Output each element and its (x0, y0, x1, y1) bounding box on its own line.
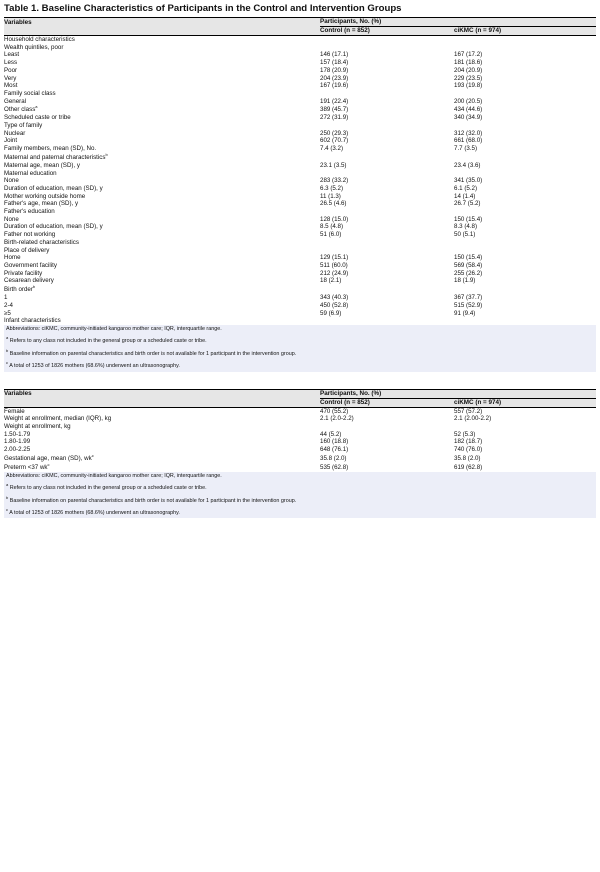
table-row (4, 254, 596, 262)
control-value: 26.5 (4.6) (320, 200, 347, 208)
table-title: Table 1. Baseline Characteristics of Participants in the Control and Intervention Groups (4, 3, 402, 14)
table-subheader-row (4, 398, 596, 407)
control-value (320, 44, 454, 52)
cikmc-value: 14 (1.4) (454, 192, 476, 200)
footnote-c: $^c$ A total of 1253 of 1826 mothers (68.6%) underwent an ultrasonography. (6, 506, 180, 516)
cikmc-value: 515 (52.9) (454, 301, 483, 309)
abbreviations-note: Abbreviations: ciKMC, community-initiated kangaroo mother care; IQR, interquartile range. (6, 325, 222, 332)
cikmc-value: 50 (5.1) (454, 231, 476, 239)
table-row (4, 170, 596, 178)
abbreviations-note: Abbreviations: ciKMC, community-initiated kangaroo mother care; IQR, interquartile range. (6, 472, 222, 479)
table-row (4, 145, 596, 153)
row-label: Birth-related characteristics (4, 238, 79, 246)
cikmc-value: 35.8 (2.0) (454, 454, 481, 462)
table-row (4, 415, 596, 423)
row-label: ≥5 (4, 309, 11, 317)
table-row (4, 105, 596, 114)
footnote-b: $^b$ Baseline information on parental characteristics and birth order is not available for 1 participant in the intervention group. (6, 494, 297, 504)
table-row (4, 200, 596, 208)
table-row (4, 463, 596, 472)
table-row (4, 262, 596, 270)
cikmc-value: 52 (5.3) (454, 430, 476, 438)
control-value: 2.1 (2.0-2.2) (320, 415, 354, 423)
table-row (4, 446, 596, 454)
row-label: Wealth quintiles, poor (4, 43, 64, 51)
row-label: Preterm <37 $wk^c$ (4, 462, 50, 471)
row-label: 1.50-1.79 (4, 430, 31, 438)
table-row (4, 185, 596, 193)
cikmc-value: 255 (26.2) (454, 269, 483, 277)
table-row (4, 302, 596, 310)
table-row (4, 67, 596, 75)
table-row (4, 51, 596, 59)
participants-group-header: Participants, No. (%) (320, 18, 596, 27)
table-row (4, 75, 596, 83)
row-label: Infant characteristics (4, 317, 61, 325)
control-value: 8.5 (4.8) (320, 223, 344, 231)
control-value: 204 (23.9) (320, 74, 349, 82)
row-label: Poor (4, 66, 18, 74)
row-label: Family members, mean (SD), No. (4, 145, 97, 153)
control-value (320, 317, 454, 325)
control-value: 6.3 (5.2) (320, 184, 344, 192)
row-label: Most (4, 82, 18, 90)
table-row (4, 310, 596, 318)
cikmc-value (454, 208, 596, 216)
row-label: 2-4 (4, 301, 13, 309)
row-label: General (4, 97, 27, 105)
control-value: 167 (19.6) (320, 82, 349, 90)
footnote-b: $^b$ Baseline information on parental characteristics and birth order is not available for 1 participant in the intervention group. (6, 347, 297, 357)
control-value: 51 (6.0) (320, 231, 342, 239)
control-value (320, 285, 454, 294)
document-page (4, 3, 596, 518)
row-label: 2.00-2.25 (4, 446, 31, 454)
control-value: 389 (45.7) (320, 106, 349, 114)
row-label: None (4, 215, 19, 223)
variables-header: Variables (4, 18, 320, 27)
cikmc-value: 661 (68.0) (454, 137, 483, 145)
cikmc-value (454, 317, 596, 325)
control-value: 535 (62.8) (320, 463, 349, 471)
table-row (4, 216, 596, 224)
control-column-header: Control (n = 852) (320, 398, 454, 407)
row-label: Father not working (4, 231, 56, 239)
baseline-table-part-1 (4, 17, 596, 325)
table-row (4, 82, 596, 90)
control-value: 283 (33.2) (320, 177, 349, 185)
table-subheader-row (4, 27, 596, 36)
table-row (4, 36, 596, 44)
table-row (4, 454, 596, 463)
cikmc-value (454, 239, 596, 247)
table-row (4, 407, 596, 415)
control-value: 191 (22.4) (320, 97, 349, 105)
cikmc-value: 150 (15.4) (454, 215, 483, 223)
control-value (320, 36, 454, 44)
row-label: Type of family (4, 122, 43, 130)
table-row (4, 90, 596, 98)
control-value: 470 (55.2) (320, 407, 349, 415)
footnote-marker: b (105, 152, 108, 157)
table-row (4, 285, 596, 294)
table-row (4, 239, 596, 247)
table-row (4, 98, 596, 106)
row-label: Duration of education, mean (SD), y (4, 223, 103, 231)
row-label: Maternal education (4, 169, 57, 177)
control-value: 160 (18.8) (320, 438, 349, 446)
control-value: 212 (24.9) (320, 269, 349, 277)
control-value: 128 (15.0) (320, 215, 349, 223)
control-value: 602 (70.7) (320, 137, 349, 145)
control-value (320, 208, 454, 216)
cikmc-value: 204 (20.9) (454, 66, 483, 74)
control-value: 511 (60.0) (320, 261, 348, 269)
row-label: Mother working outside home (4, 192, 86, 200)
control-value (320, 247, 454, 255)
cikmc-value: 193 (19.8) (454, 82, 483, 90)
table-row (4, 177, 596, 185)
cikmc-value: 182 (18.7) (454, 438, 483, 446)
footnote-marker: a (35, 105, 38, 110)
footnote-a: $^a$ Refers to any class not included in the general group or a scheduled caste or tribe. (6, 482, 207, 492)
cikmc-value (454, 170, 596, 178)
cikmc-value: 229 (23.5) (454, 74, 483, 82)
cikmc-value: 181 (18.6) (454, 59, 483, 67)
row-label: Father's age, mean (SD), y (4, 200, 79, 208)
table-header-row (4, 18, 596, 27)
row-label: Less (4, 59, 18, 67)
cikmc-value: 7.7 (3.5) (454, 145, 478, 153)
control-value: 272 (31.9) (320, 114, 349, 122)
table-row (4, 438, 596, 446)
cikmc-value (454, 153, 596, 162)
control-column-header: Control (n = 852) (320, 27, 454, 36)
row-label: Private facility (4, 269, 43, 277)
cikmc-value: 569 (58.4) (454, 261, 483, 269)
variables-header: Variables (4, 389, 320, 398)
cikmc-column-header: ciKMC (n = 974) (454, 398, 596, 407)
cikmc-value: 167 (17.2) (454, 51, 483, 59)
cikmc-value (454, 423, 596, 431)
row-label: Very (4, 74, 17, 82)
row-label: Maternal and paternal characteristics$^b$ (4, 152, 108, 161)
table-row (4, 153, 596, 162)
participants-group-header: Participants, No. (%) (320, 389, 596, 398)
control-value (320, 423, 454, 431)
cikmc-value: 312 (32.0) (454, 129, 483, 137)
control-value: 343 (40.3) (320, 294, 349, 302)
row-label: Home (4, 254, 21, 262)
table-row (4, 423, 596, 431)
table-row (4, 59, 596, 67)
table-row (4, 277, 596, 285)
row-label: Duration of education, mean (SD), y (4, 184, 103, 192)
cikmc-value (454, 247, 596, 255)
baseline-table-part-2 (4, 389, 596, 472)
control-value: 35.8 (2.0) (320, 454, 347, 462)
control-value (320, 239, 454, 247)
cikmc-value: 26.7 (5.2) (454, 200, 481, 208)
row-label: Maternal age, mean (SD), y (4, 161, 80, 169)
control-value: 450 (52.8) (320, 301, 349, 309)
control-value (320, 170, 454, 178)
row-label: Place of delivery (4, 246, 50, 254)
table-row (4, 193, 596, 201)
table-row (4, 122, 596, 130)
row-label: Gestational age, mean (SD), $wk^c$ (4, 453, 94, 462)
row-label: Weight at enrollment, kg (4, 422, 71, 430)
control-value: 146 (17.1) (320, 51, 349, 59)
footnote-marker: c (91, 453, 94, 458)
control-value: 18 (2.1) (320, 277, 342, 285)
table-row (4, 270, 596, 278)
cikmc-value: 200 (20.5) (454, 97, 483, 105)
cikmc-value: 367 (37.7) (454, 294, 483, 302)
table-row (4, 247, 596, 255)
cikmc-value: 434 (44.6) (454, 106, 483, 114)
row-label: Joint (4, 137, 18, 145)
cikmc-value: 2.1 (2.00-2.2) (454, 415, 492, 423)
cikmc-value (454, 90, 596, 98)
table-footnotes (4, 325, 596, 372)
cikmc-value: 8.3 (4.8) (454, 223, 478, 231)
row-label: 1.80-1.99 (4, 438, 31, 446)
table-row (4, 431, 596, 439)
cikmc-value: 341 (35.0) (454, 177, 483, 185)
control-value: 648 (76.1) (320, 446, 349, 454)
control-value: 129 (15.1) (320, 254, 349, 262)
cikmc-value: 6.1 (5.2) (454, 184, 478, 192)
table-row (4, 208, 596, 216)
cikmc-value: 150 (15.4) (454, 254, 483, 262)
footnote-marker: b (32, 285, 36, 290)
row-label: Least (4, 51, 20, 59)
row-label: Nuclear (4, 129, 26, 137)
table-row (4, 294, 596, 302)
row-label: Birth order$^b$ (4, 285, 36, 294)
table-row (4, 130, 596, 138)
control-value (320, 122, 454, 130)
row-label: Cesarean delivery (4, 277, 54, 285)
cikmc-value (454, 44, 596, 52)
footnote-marker: c (47, 462, 50, 467)
control-value (320, 90, 454, 98)
row-label: Father's education (4, 208, 55, 216)
control-value: 250 (29.3) (320, 129, 349, 137)
table-header-row (4, 389, 596, 398)
cikmc-value: 23.4 (3.6) (454, 161, 481, 169)
cikmc-value: 619 (62.8) (454, 463, 483, 471)
table-row (4, 223, 596, 231)
control-value: 7.4 (3.2) (320, 145, 344, 153)
row-label: Government facility (4, 261, 57, 269)
cikmc-value: 557 (57.2) (454, 407, 483, 415)
row-label: Weight at enrollment, median (IQR), kg (4, 415, 112, 423)
cikmc-value: 91 (9.4) (454, 309, 476, 317)
row-label: Female (4, 407, 25, 415)
row-label: Household characteristics (4, 36, 75, 43)
footnote-a: $^a$ Refers to any class not included in the general group or a scheduled caste or tribe. (6, 335, 207, 345)
footnote-c: $^c$ A total of 1253 of 1826 mothers (68.6%) underwent an ultrasonography. (6, 360, 180, 370)
table-row (4, 44, 596, 52)
table-footnotes (4, 472, 596, 519)
table-row (4, 114, 596, 122)
cikmc-value: 740 (76.0) (454, 446, 483, 454)
control-value: 11 (1.3) (320, 192, 341, 200)
row-label: 1 (4, 294, 8, 302)
control-value: 23.1 (3.5) (320, 161, 347, 169)
table-row (4, 231, 596, 239)
row-label: Family social class (4, 89, 56, 97)
control-value: 59 (6.9) (320, 309, 342, 317)
cikmc-value: 18 (1.9) (454, 277, 476, 285)
table-row (4, 162, 596, 170)
table-row (4, 317, 596, 325)
table-row (4, 137, 596, 145)
cikmc-value (454, 122, 596, 130)
control-value (320, 153, 454, 162)
control-value: 178 (20.9) (320, 66, 349, 74)
cikmc-value (454, 285, 596, 294)
control-value: 157 (18.4) (320, 59, 349, 67)
control-value: 44 (5.2) (320, 430, 342, 438)
row-label: None (4, 177, 19, 185)
cikmc-column-header: ciKMC (n = 974) (454, 27, 596, 36)
row-label: Scheduled caste or tribe (4, 114, 71, 122)
cikmc-value (454, 36, 596, 44)
row-label: Other class$^a$ (4, 105, 38, 114)
cikmc-value: 340 (34.9) (454, 114, 483, 122)
